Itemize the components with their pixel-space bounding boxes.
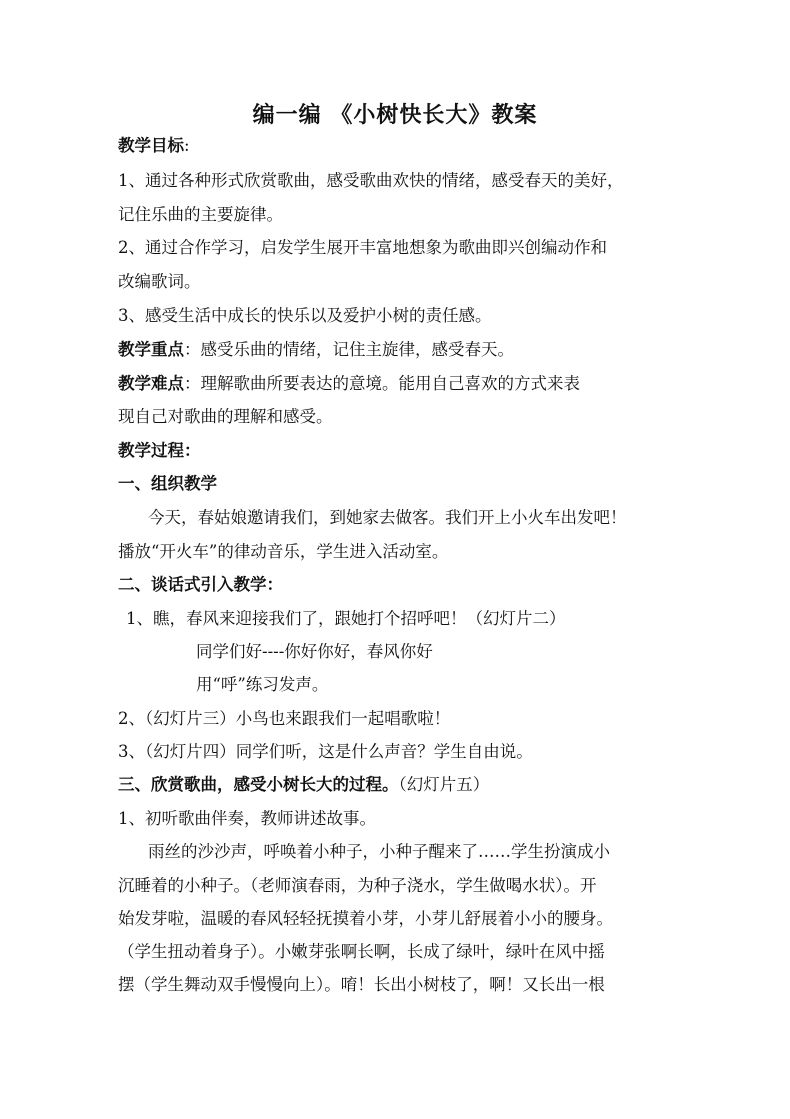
goals-colon: : [184, 136, 190, 155]
goals-heading [118, 136, 190, 156]
section-1-paragraph-2: 播放“开火车”的律动音乐，学生进入活动室。 [118, 542, 449, 561]
difficulty-text-1: ：理解歌曲所要表达的意境。能用自己喜欢的方式来表 [184, 374, 580, 393]
goal-3: 3、感受生活中成长的快乐以及爱护小树的责任感。 [118, 306, 492, 325]
section-1-paragraph-1: 今天，春姑娘邀请我们，到她家去做客。我们开上小火车出发吧！ [148, 508, 627, 527]
section-3-paragraph-1: 雨丝的沙沙声，呼唤着小种子，小种子醒来了……学生扮演成小 [148, 842, 610, 861]
goal-1-line-1: 1、通过各种形式欣赏歌曲，感受歌曲欢快的情绪，感受春天的美好， [118, 171, 624, 190]
difficulty-label: 教学难点 [118, 374, 184, 393]
section-3-paragraph-3: 始发芽啦，温暖的春风轻轻抚摸着小芽，小芽儿舒展着小小的腰身。 [118, 909, 613, 928]
section-1-heading: 一、组织教学 [118, 474, 217, 493]
process-heading: 教学过程： [118, 441, 201, 460]
section-2-item-3: 3、（幻灯片四）同学们听，这是什么声音？学生自由说。 [118, 742, 533, 761]
key-label: 教学重点 [118, 340, 184, 359]
difficulty-line-2: 现自己对歌曲的理解和感受。 [118, 407, 333, 426]
goal-2-line-1: 2、通过合作学习，启发学生展开丰富地想象为歌曲即兴创编动作和 [118, 238, 607, 257]
section-2-item-1-sub-a: 同学们好----你好你好，春风你好 [196, 642, 433, 661]
key-text: ：感受乐曲的情绪，记住主旋律，感受春天。 [184, 340, 514, 359]
goal-1-line-2: 记住乐曲的主要旋律。 [118, 205, 283, 224]
section-3-heading-tail: （幻灯片五） [398, 775, 490, 794]
section-2-heading: 二、谈话式引入教学： [118, 575, 283, 594]
section-3-heading: 三、欣赏歌曲，感受小树长大的过程。 [118, 775, 399, 794]
section-3-paragraph-2: 沉睡着的小种子。（老师演春雨，为种子浇水，学生做喝水状）。开 [118, 876, 597, 895]
section-2-item-1-sub-b: 用“呼”练习发声。 [196, 675, 329, 694]
section-3-heading-line [118, 775, 489, 795]
goals-label: 教学目标 [118, 136, 184, 155]
section-2-item-2: 2、（幻灯片三）小鸟也来跟我们一起唱歌啦！ [118, 709, 451, 728]
section-2-item-1: 1、瞧，春风来迎接我们了，跟她打个招呼吧！（幻灯片二） [126, 609, 566, 628]
key-points [118, 340, 514, 360]
goal-2-line-2: 改编歌词。 [118, 272, 201, 291]
document-title: 编一编 《小树快长大》教案 [252, 102, 538, 128]
section-3-paragraph-4: （学生扭动着身子）。小嫩芽张啊长啊，长成了绿叶，绿叶在风中摇 [118, 942, 605, 961]
section-3-paragraph-5: 摆（学生舞动双手慢慢向上）。唷！长出小树枝了，啊！又长出一根 [118, 975, 605, 994]
difficulty-line-1 [118, 374, 580, 394]
section-3-item-1: 1、初听歌曲伴奏，教师讲述故事。 [118, 809, 376, 828]
